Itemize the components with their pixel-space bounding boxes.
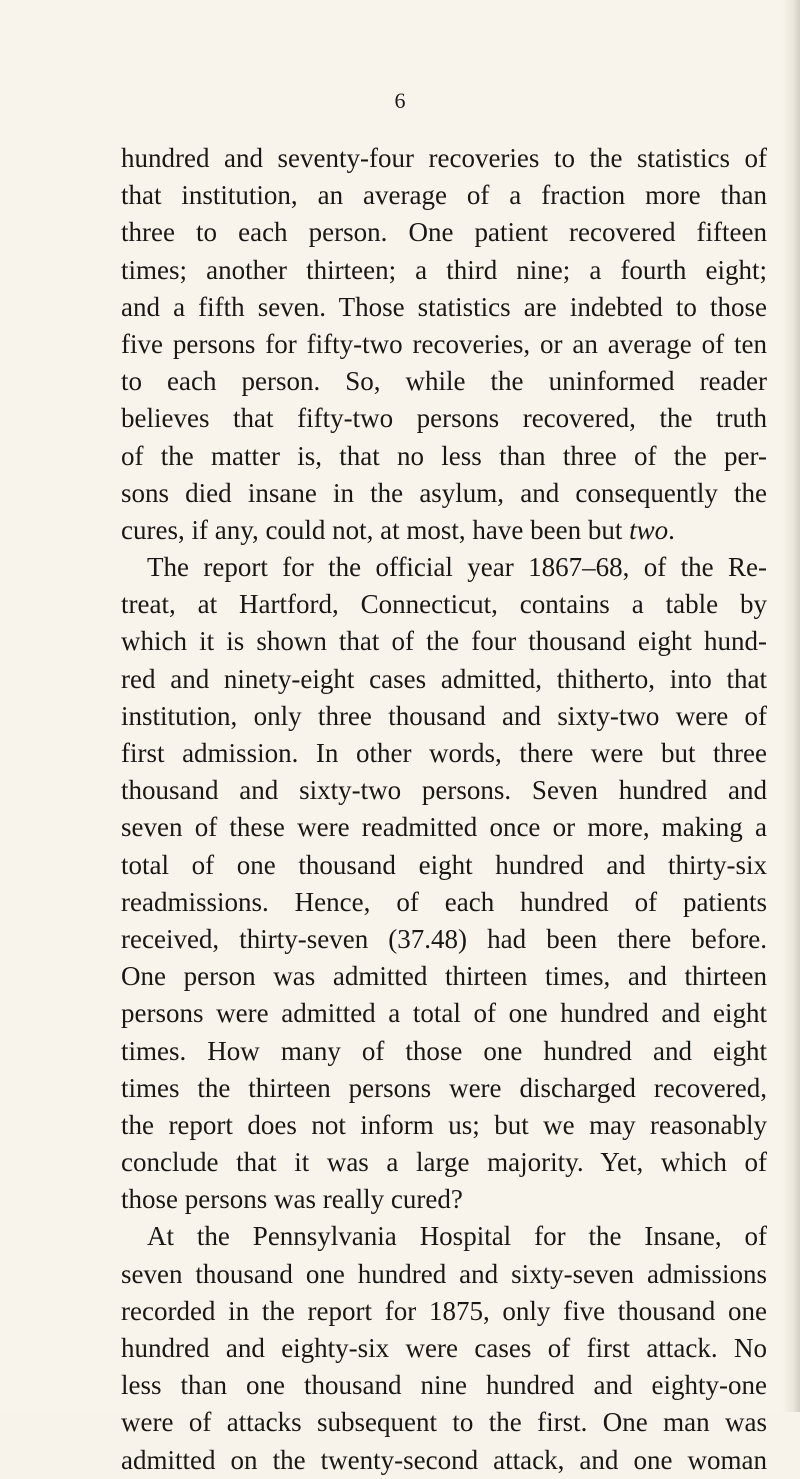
text-line: were of attacks subsequent to the first. One man was (121, 1407, 767, 1438)
text-line: times the thirteen persons were discharged recovered, (121, 1072, 767, 1103)
text-line: thousand and sixty-two persons. Seven hundred and (121, 775, 767, 806)
text-line: first admission. In other words, there were but three (121, 738, 767, 768)
text-line: those persons was really cured? (121, 1184, 463, 1215)
text-line: received, thirty-seven (37.48) had been there before. (121, 923, 767, 954)
page-edge-shadow (782, 0, 800, 1412)
text-line: seven thousand one hundred and sixty-seven admissions (121, 1258, 767, 1289)
text-line: total of one thousand eight hundred and thirty-six (121, 849, 767, 880)
text-line: less than one thousand nine hundred and eighty-one (121, 1370, 767, 1401)
text-line: cures, if any, could not, at most, have been but two. (121, 514, 675, 545)
text-line: to each person. So, while the uninformed reader (121, 366, 767, 397)
text-line: persons were admitted a total of one hundred and eight (121, 998, 767, 1029)
text-line: conclude that it was a large majority. Yet, which of (121, 1147, 767, 1178)
text-line: and a fifth seven. Those statistics are indebted to those (121, 291, 767, 322)
page-number: 6 (394, 88, 406, 113)
text-line: admitted on the twenty-second attack, and one woman (121, 1444, 767, 1475)
text-line: At the Pennsylvania Hospital for the Insane, of (147, 1221, 767, 1252)
text-line: hundred and eighty-six were cases of first attack. No (121, 1333, 767, 1363)
text-line: readmissions. Hence, of each hundred of patients (121, 886, 767, 917)
text-line: which it is shown that of the four thousand eight hund- (121, 626, 767, 657)
text-line: treat, at Hartford, Connecticut, contains a table by (121, 589, 767, 620)
body-text (121, 140, 767, 1479)
text-line: of the matter is, that no less than three of the per- (121, 440, 767, 471)
text-line: The report for the official year 1867–68, of the Re- (147, 552, 767, 583)
text-line: five persons for fifty-two recoveries, or an average of ten (121, 328, 767, 359)
text-line: institution, only three thousand and sixty-two were of (121, 700, 767, 731)
text-line: believes that fifty-two persons recovered, the truth (121, 403, 767, 434)
text-line: hundred and seventy-four recoveries to the statistics of (121, 143, 767, 173)
text-line: times. How many of those one hundred and eight (121, 1035, 767, 1066)
text-line: sons died insane in the asylum, and consequently the (121, 477, 767, 508)
text-line: recorded in the report for 1875, only five thousand one (121, 1295, 767, 1326)
text-line: the report does not inform us; but we may reasonably (121, 1109, 767, 1140)
text-line: red and ninety-eight cases admitted, thitherto, into that (121, 663, 767, 694)
text-line: One person was admitted thirteen times, and thirteen (121, 961, 767, 992)
text-line: that institution, an average of a fraction more than (121, 180, 767, 211)
text-line: seven of these were readmitted once or more, making a (121, 812, 767, 843)
text-line: times; another thirteen; a third nine; a fourth eight; (121, 254, 767, 285)
text-line: three to each person. One patient recovered fifteen (121, 217, 767, 248)
